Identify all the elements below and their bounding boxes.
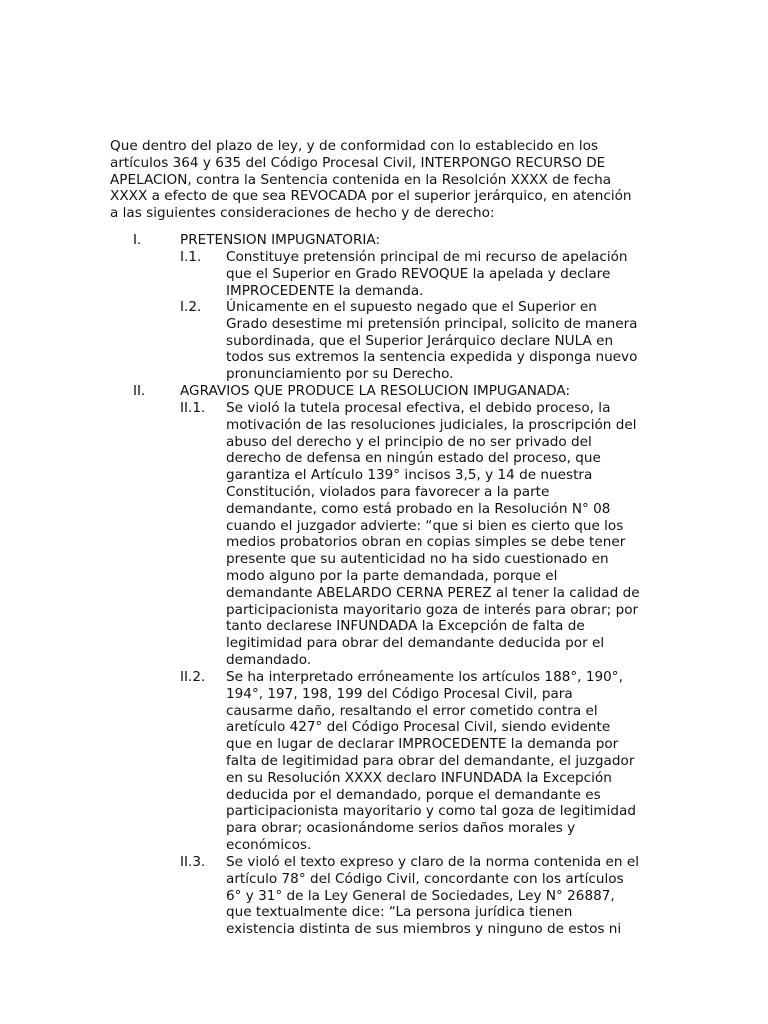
item-line: demandante ABELARDO CERNA PEREZ al tener la calidad de [226, 584, 640, 601]
item-line: cuando el juzgador advierte: “que si bien es cierto que los [226, 517, 624, 534]
item-line: para obrar; ocasionándome serios daños morales y [226, 820, 576, 837]
item-line: participacionista mayoritario y como tal goza de legitimidad [226, 803, 636, 820]
item-line: económicos. [226, 836, 312, 853]
item-text [226, 669, 666, 854]
item-line: Constituye pretensión principal de mi recurso de apelación [226, 249, 628, 265]
item-line: modo alguno por la parte demandada, porque el [226, 567, 558, 584]
item-text [226, 400, 666, 669]
item-line: participacionista mayoritario goza de interés para obrar; por [226, 601, 639, 618]
intro-line: XXXX a efecto de que sea REVOCADA por el superior jerárquico, en atención [110, 188, 632, 205]
intro-line: Que dentro del plazo de ley, y de conformidad con lo establecido en los [110, 138, 599, 154]
item-line: subordinada, que el Superior Jerárquico declare NULA en [226, 332, 614, 349]
item-line: 194°, 197, 198, 199 del Código Procesal Civil, para [226, 685, 573, 702]
item-line: derecho de defensa en ningún estado del proceso, que [226, 450, 601, 467]
item-number: I.1. [180, 249, 202, 265]
item-line: legitimidad para obrar del demandante deducida por el [226, 635, 605, 652]
section-numeral: II. [133, 383, 146, 399]
item-line: que textualmente dice: “La persona jurídica tienen [226, 904, 573, 921]
item-number: II.1. [180, 400, 206, 416]
item-line: motivación de las resoluciones judiciales, la proscripción del [226, 416, 637, 433]
intro-line: APELACION, contra la Sentencia contenida en la Resolción XXXX de fecha [110, 171, 612, 188]
section-numeral: I. [133, 232, 142, 248]
intro-paragraph [110, 138, 660, 222]
item-line: aretículo 427° del Código Procesal Civil, siendo evidente [226, 719, 611, 736]
item-line: garantiza el Artículo 139° incisos 3,5, y 14 de nuestra [226, 467, 593, 484]
item-line: abuso del derecho y el principio de no ser privado del [226, 433, 592, 450]
section-title: PRETENSION IMPUGNATORIA: [180, 232, 381, 248]
item-line: todos sus extremos la sentencia expedida y disponga nuevo [226, 349, 638, 366]
intro-line: a las siguientes consideraciones de hecho y de derecho: [110, 205, 495, 222]
item-line: pronunciamiento por su Derecho. [226, 366, 454, 383]
item-number: I.2. [180, 299, 202, 315]
item-number: II.3. [180, 854, 206, 870]
item-line: Únicamente en el supuesto negado que el Superior en [226, 299, 597, 315]
item-line: artículo 78° del Código Civil, concordante con los artículos [226, 870, 624, 887]
intro-line: artículos 364 y 635 del Código Procesal Civil, INTERPONGO RECURSO DE [110, 154, 606, 171]
item-number: II.2. [180, 669, 206, 685]
item-text [226, 854, 666, 938]
item-line: falta de legitimidad para obrar del demandante, el juzgador [226, 752, 635, 769]
item-text [226, 299, 666, 383]
item-line: demandante, como está probado en la Resolución N° 08 [226, 500, 611, 517]
item-line: en su Resolución XXXX declaro INFUNDADA la Excepción [226, 769, 612, 786]
item-line: presente que su autenticidad no ha sido cuestionado en [226, 551, 609, 568]
item-line: existencia distinta de sus miembros y ninguno de estos ni [226, 921, 622, 938]
item-line: 6° y 31° de la Ley General de Sociedades, Ley N° 26887, [226, 887, 615, 904]
section-title: AGRAVIOS QUE PRODUCE LA RESOLUCION IMPUGANADA: [180, 383, 571, 399]
item-line: demandado. [226, 651, 312, 668]
item-line: Constitución, violados para favorecer a la parte [226, 483, 550, 500]
item-line: Grado desestime mi pretensión principal, solicito de manera [226, 315, 638, 332]
item-line: que el Superior en Grado REVOQUE la apelada y declare [226, 265, 611, 282]
item-line: Se violó el texto expreso y claro de la norma contenida en el [226, 854, 639, 870]
item-line: deducida por el demandado, porque el demandante es [226, 786, 601, 803]
item-line: Se ha interpretado erróneamente los artículos 188°, 190°, [226, 669, 623, 685]
item-line: Se violó la tutela procesal efectiva, el debido proceso, la [226, 400, 611, 416]
item-line: IMPROCEDENTE la demanda. [226, 282, 424, 299]
item-line: medios probatorios obran en copias simples se debe tener [226, 534, 626, 551]
item-line: que en lugar de declarar IMPROCEDENTE la demanda por [226, 736, 619, 753]
item-line: causarme daño, resaltando el error cometido contra el [226, 702, 598, 719]
item-line: tanto declarese INFUNDADA la Excepción de falta de [226, 618, 585, 635]
item-text [226, 249, 666, 299]
